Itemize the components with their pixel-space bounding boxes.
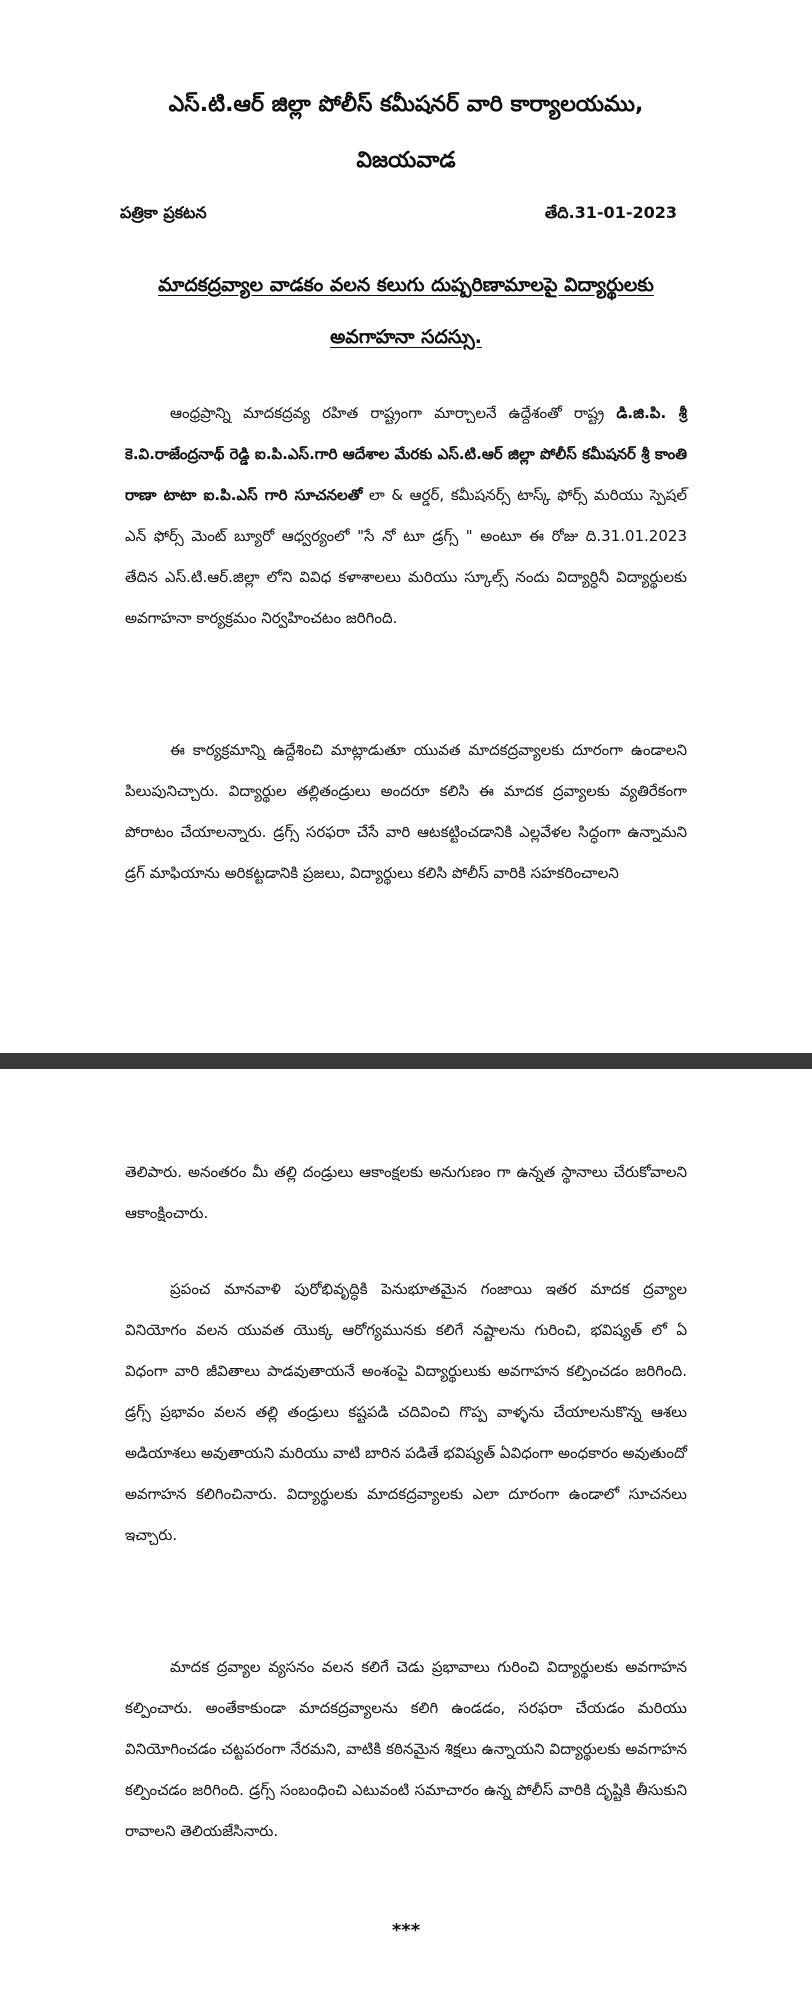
paragraph-1-bold-part: డి.జి.పి. శ్రీ కె.వి.రాజేంద్రనాథ్ రెడ్డి ఐ.పి.ఎస్.గారి ఆదేశాల మేరకు ఎస్.టి.ఆర్ జిల్లా పోలీస్ కమీషనర్ శ్రీ కాంతి రాణా టాటా ఐ.పి.ఎస్ గారి సూచనలతో	[125, 404, 687, 504]
release-date: తేది.31-01-2023	[544, 203, 677, 222]
paragraph-1	[125, 393, 687, 639]
press-release-label: పత్రికా ప్రకటన	[120, 203, 207, 222]
paragraph-2: ఈ కార్యక్రమాన్ని ఉద్దేశించి మాట్లాడుతూ యువత మాదకద్రవ్యాలకు దూరంగా ఉండాలని పిలుపునిచ్చారు. విద్యార్థుల తల్లితండ్రులు అందరూ కలిసి ఈ మాదక ద్రవ్యాలకు వ్యతిరేకంగా పోరాటం చేయాలన్నారు. డ్రగ్స్ సరఫరా చేసే వారి ఆటకట్టించడానికి ఎల్లవేళల సిద్ధంగా ఉన్నామని డ్రగ్ మాఫియాను అరికట్టడానికి ప్రజలు, విద్యార్థులు కలిసి పోలీస్ వారికి సహకరించాలని	[125, 741, 687, 882]
paragraph-1-part3: లా & ఆర్డర్, కమీషనర్స్ టాస్క్ ఫోర్స్ మరియు స్పెషల్ ఎన్ ఫోర్స్ మెంట్ బ్యూరో ఆధ్వర్యంలో "సే నో టూ డ్రగ్స్ " అంటూ ఈ రోజు ది.31.01.2023 తేదిన ఎస్.టి.ఆర్.జిల్లా లోని వివిధ కళాశాలలు మరియు స్కూల్స్ నందు విద్యార్ధినీ విద్యార్థులకు అవగాహనా కార్యక్రమం నిర్వహించటం జరిగింది.	[125, 486, 687, 627]
document-page-2	[0, 1069, 812, 2009]
office-title-line1: ఎస్.టి.ఆర్ జిల్లా పోలీస్ కమీషనర్ వారి కార్యాలయము,	[168, 92, 644, 117]
end-marker: ***	[391, 1920, 421, 1941]
office-title-line2: విజయవాడ	[356, 148, 456, 173]
paragraph-3: తెలిపారు. అనంతరం మీ తల్లి దండ్రులు ఆకాంక్షలకు అనుగుణం గా ఉన్నత స్థానాలు చేరుకోవాలని ఆకాంక్షించారు.	[125, 1163, 687, 1222]
page-separator	[0, 1053, 812, 1069]
headline-line2: అవగాహనా సదస్సు.	[330, 326, 482, 348]
paragraph-1-part1: ఆంధ్రప్రాన్ని మాదకద్రవ్య రహిత రాష్ట్రంగా మార్చాలనే ఉద్దేశంతో రాష్ట్ర	[170, 404, 617, 422]
paragraph-5: మాదక ద్రవ్యాల వ్యసనం వలన కలిగే చెడు ప్రభావాలు గురించి విద్యార్థులకు అవగాహన కల్పించారు. అంతేకాకుండా మాదకద్రవ్యాలను కలిగి ఉండడం, సరఫరా చేయడం మరియు వినియోగించడం చట్టపరంగా నేరమని, వాటికి కఠినమైన శిక్షలు ఉన్నాయని విద్యార్థులకు అవగాహన కల్పించడం జరిగింది. డ్రగ్స్ సంబంధించి ఎటువంటి సమాచారం ఉన్న పోలీస్ వారికి దృష్టికి తీసుకుని రావాలని తెలియజేసినారు.	[125, 1658, 687, 1840]
paragraph-4: ప్రపంచ మానవాళి పురోభివృద్ధికి పెనుభూతమైన గంజాయి ఇతర మాదక ద్రవ్యాల వినియోగం వలన యువత యొక్క ఆరోగ్యమునకు కలిగే నష్టాలను గురించి, భవిష్యత్ లో ఏ విధంగా వారి జీవితాలు పాడవుతాయనే అంశంపై విద్యార్థులుకు అవగాహన కల్పించడం జరిగింది. డ్రగ్స్ ప్రభావం వలన తల్లి తండ్రులు కష్టపడి చదివించి గొప్ప వాళ్ళను చేయాలనుకొన్న ఆశలు అడియాశలు అవుతాయని మరియు వాటి బారిన పడితే భవిష్యత్ ఏవిధంగా అంధకారం అవుతుందో అవగాహన కలిగించినారు. విద్యార్థులకు మాదకద్రవ్యాలకు ఎలా దూరంగా ఉండాలో సూచనలు ఇచ్చారు.	[125, 1280, 687, 1544]
headline-line1: మాదకద్రవ్యాల వాడకం వలన కలుగు దుష్పరిణామాలపై విద్యార్థులకు	[158, 274, 654, 296]
